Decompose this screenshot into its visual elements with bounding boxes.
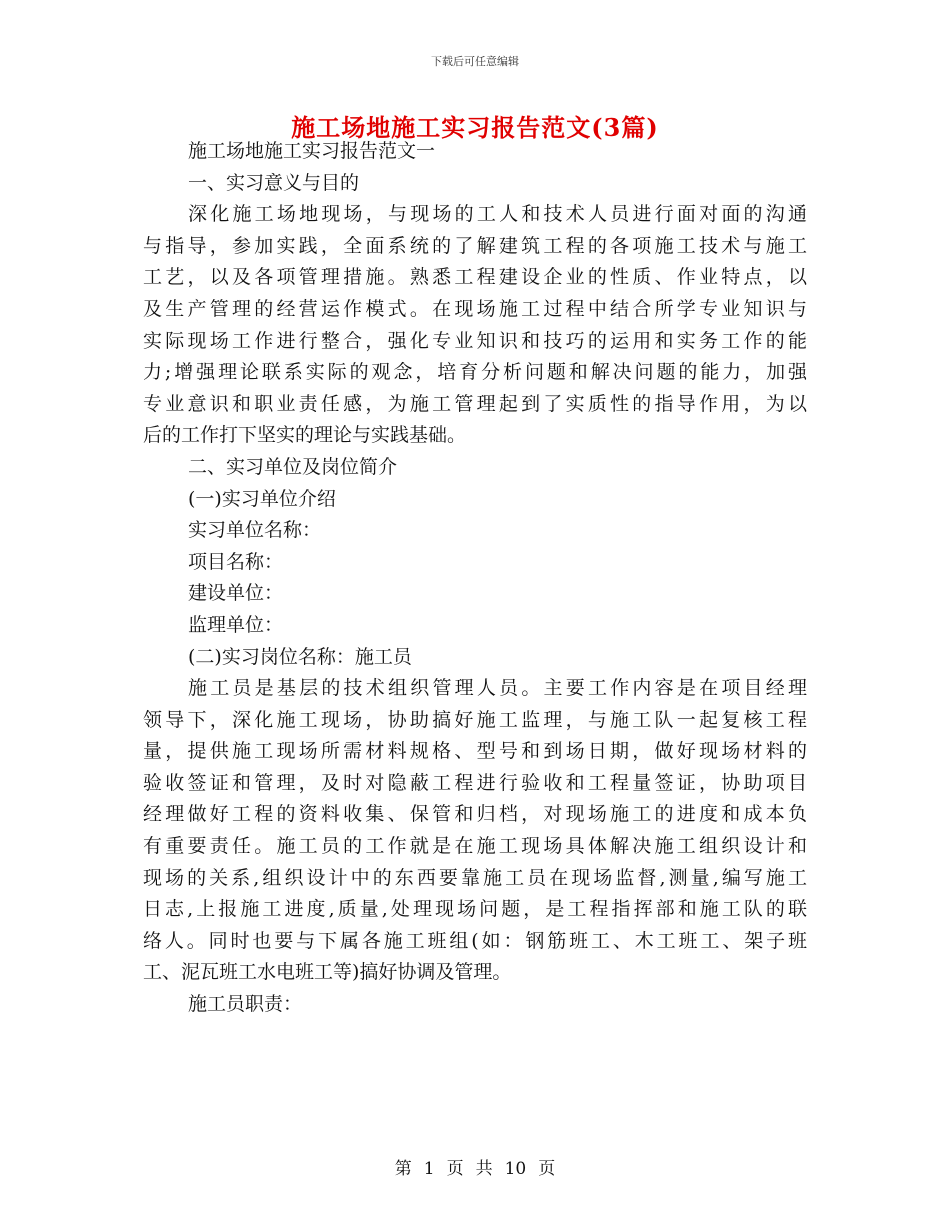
page-footer: [0, 1154, 950, 1179]
body-heading-line: 一、实习意义与目的: [188, 171, 360, 194]
body-text-line: 力;增强理论联系实际的观念，培育分析问题和解决问题的能力，加强: [143, 361, 807, 384]
footer-label-total: 共: [475, 1159, 493, 1179]
body-heading-line: (二)实习岗位名称：施工员: [188, 645, 412, 668]
body-text-line: 日志,上报施工进度,质量,处理现场问题，是工程指挥部和施工队的联: [143, 898, 807, 921]
body-text-line: 有重要责任。施工员的工作就是在施工现场具体解决施工组织设计和: [143, 835, 807, 858]
body-heading-line: 项目名称：: [188, 550, 284, 573]
body-heading-line: (一)实习单位介绍: [188, 487, 336, 510]
body-text-line: 及生产管理的经营运作模式。在现场施工过程中结合所学专业知识与: [143, 297, 807, 320]
body-heading-line: 实习单位名称：: [188, 519, 322, 542]
header-note: 下载后可任意编辑: [431, 55, 519, 68]
body-text-line: 经理做好工程的资料收集、保管和归档，对现场施工的进度和成本负: [143, 803, 807, 826]
body-heading-line: 施工员职责：: [188, 993, 303, 1016]
document-body: [143, 136, 807, 1021]
body-text-line: 工艺，以及各项管理措施。熟悉工程建设企业的性质、作业特点，以: [143, 266, 807, 289]
body-text-line: 专业意识和职业责任感，为施工管理起到了实质性的指导作用，为以: [143, 392, 807, 415]
body-text-line: 工、泥瓦班工水电班工等)搞好协调及管理。: [143, 961, 512, 984]
footer-page-number: 1: [423, 1159, 435, 1179]
body-heading-line: 建设单位：: [188, 582, 284, 605]
body-heading-line: 施工场地施工实习报告范文一: [188, 140, 436, 162]
body-heading-line: 监理单位：: [188, 613, 284, 636]
body-text-line: 络人。同时也要与下属各施工班组(如：钢筋班工、木工班工、架子班: [143, 929, 807, 952]
body-text-line: 验收签证和管理，及时对隐蔽工程进行验收和工程量签证，协助项目: [143, 771, 807, 794]
body-text-line: 现场的关系,组织设计中的东西要靠施工员在现场监督,测量,编写施工: [143, 866, 807, 889]
body-text-line: 实际现场工作进行整合，强化专业知识和技巧的运用和实务工作的能: [143, 329, 807, 352]
body-text-line: 与指导，参加实践，全面系统的了解建筑工程的各项施工技术与施工: [143, 234, 807, 257]
footer-label-ye2: 页: [538, 1159, 556, 1179]
body-text-line: 深化施工场地现场，与现场的工人和技术人员进行面对面的沟通: [188, 203, 807, 226]
footer-total-pages: 10: [504, 1159, 527, 1179]
footer-label-ye: 页: [446, 1159, 464, 1179]
body-text-line: 后的工作打下坚实的理论与实践基础。: [143, 424, 467, 447]
document-title: 施工场地施工实习报告范文(3篇): [291, 113, 659, 142]
body-heading-line: 二、实习单位及岗位简介: [188, 455, 398, 478]
body-text-line: 量，提供施工现场所需材料规格、型号和到场日期，做好现场材料的: [143, 740, 807, 763]
body-text-line: 领导下，深化施工现场，协助搞好施工监理，与施工队一起复核工程: [143, 708, 807, 731]
footer-label-page: 第: [394, 1159, 412, 1179]
body-text-line: 施工员是基层的技术组织管理人员。主要工作内容是在项目经理: [188, 677, 807, 700]
